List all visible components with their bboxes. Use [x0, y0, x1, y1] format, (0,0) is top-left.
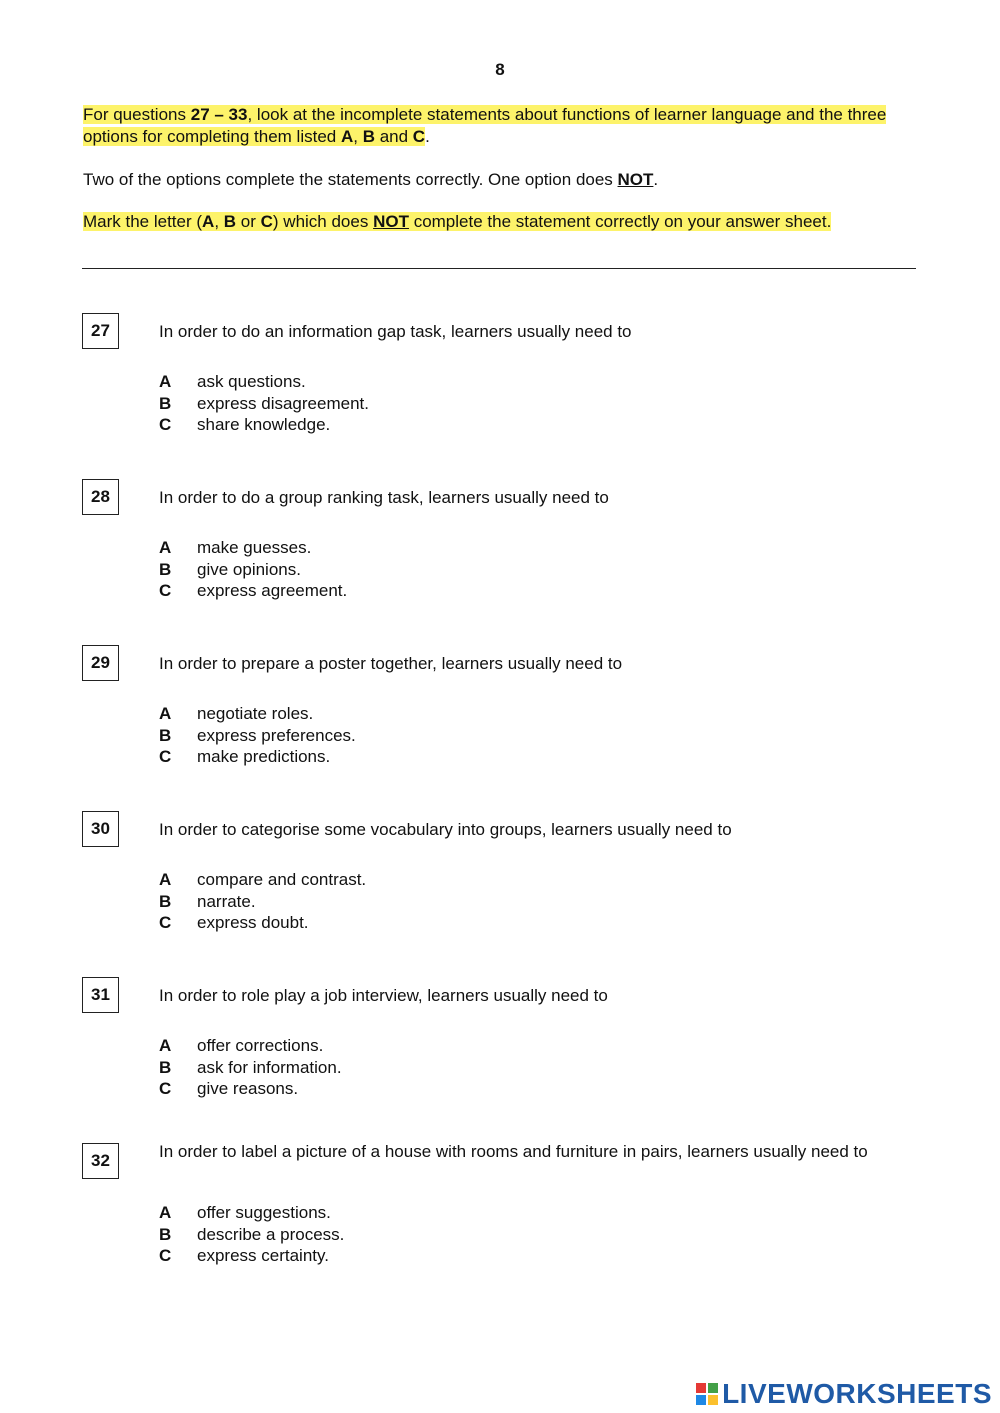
instructions-intro: For questions 27 – 33, look at the incomplete statements about functions of learner language and the three options for completing them listed A, B and C. — [83, 105, 887, 146]
option-c[interactable]: C express certainty. — [159, 1246, 329, 1265]
option-b[interactable]: B narrate. — [159, 891, 256, 911]
question-text: In order to prepare a poster together, learners usually need to — [159, 654, 623, 673]
options-list — [159, 1035, 342, 1100]
option-a[interactable]: A negotiate roles. — [159, 704, 314, 723]
option-b[interactable]: B express disagreement. — [159, 393, 369, 413]
option-b[interactable]: B express preferences. — [159, 725, 356, 745]
question-text: In order to do a group ranking task, learners usually need to — [159, 488, 609, 507]
instructions-task: Mark the letter (A, B or C) which does NOT complete the statement correctly on your answer sheet. — [83, 212, 832, 231]
question-number-box[interactable]: 28 — [82, 479, 119, 515]
question-text: In order to label a picture of a house with rooms and furniture in pairs, learners usually need to — [159, 1142, 868, 1161]
option-c[interactable]: C express doubt. — [159, 913, 309, 932]
question-text: In order to categorise some vocabulary into groups, learners usually need to — [159, 820, 732, 839]
option-c[interactable]: C share knowledge. — [159, 415, 331, 434]
option-a[interactable]: A compare and contrast. — [159, 870, 367, 889]
question-text: In order to do an information gap task, learners usually need to — [159, 322, 632, 341]
page-number: 8 — [495, 60, 505, 79]
options-list — [159, 537, 347, 602]
option-c[interactable]: C express agreement. — [159, 581, 348, 600]
options-list — [159, 371, 369, 436]
question-number-box[interactable]: 29 — [82, 645, 119, 681]
logo-grid-icon — [696, 1383, 718, 1405]
question-text: In order to role play a job interview, learners usually need to — [159, 986, 608, 1005]
question-number-box[interactable]: 32 — [82, 1143, 119, 1179]
options-list — [159, 869, 366, 934]
option-c[interactable]: C give reasons. — [159, 1079, 299, 1098]
question-number-box[interactable]: 30 — [82, 811, 119, 847]
question-number-box[interactable]: 27 — [82, 313, 119, 349]
liveworksheets-logo[interactable] — [696, 1378, 992, 1410]
option-b[interactable]: B describe a process. — [159, 1224, 345, 1244]
logo-text: LIVEWORKSHEETS — [722, 1378, 992, 1409]
option-b[interactable]: B give opinions. — [159, 559, 301, 579]
option-a[interactable]: A offer corrections. — [159, 1036, 324, 1055]
options-list — [159, 703, 356, 768]
option-b[interactable]: B ask for information. — [159, 1057, 342, 1077]
question-number-box[interactable]: 31 — [82, 977, 119, 1013]
options-list — [159, 1202, 344, 1267]
instructions-note: Two of the options complete the statements correctly. One option does NOT. — [83, 170, 659, 189]
option-a[interactable]: A offer suggestions. — [159, 1203, 331, 1222]
option-a[interactable]: A make guesses. — [159, 538, 312, 557]
option-c[interactable]: C make predictions. — [159, 747, 331, 766]
option-a[interactable]: A ask questions. — [159, 372, 306, 391]
divider-rule — [82, 268, 916, 269]
